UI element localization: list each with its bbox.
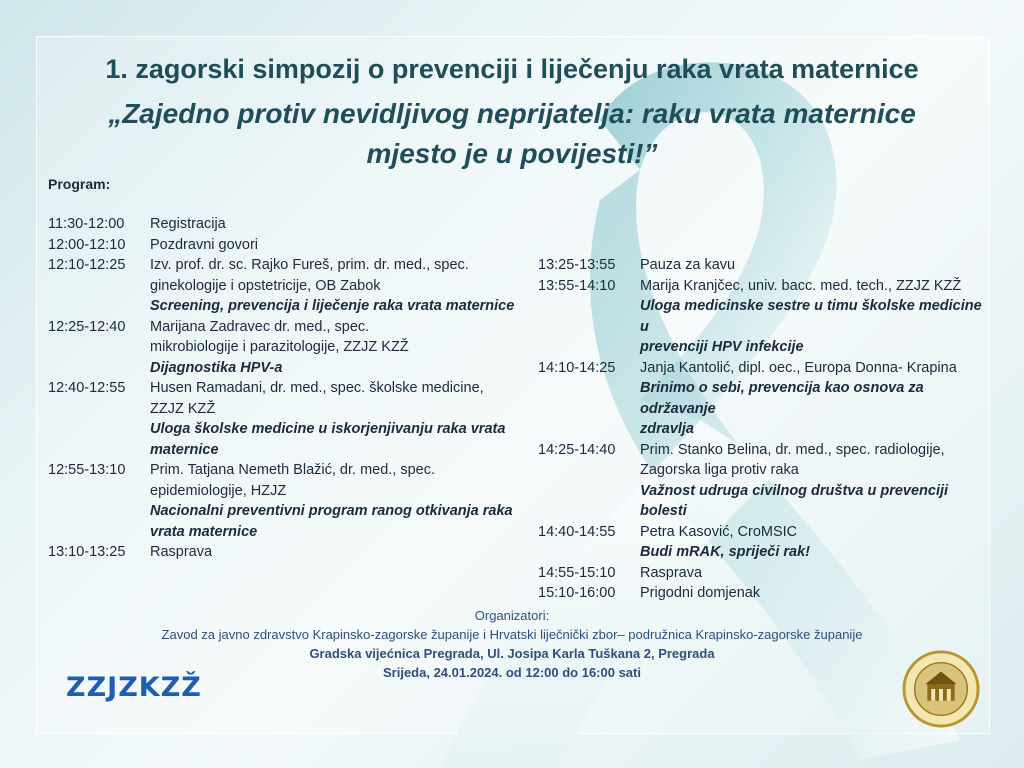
schedule-entry [48, 317, 538, 379]
schedule-text: Marija Kranjčec, univ. bacc. med. tech., ZZJZ KZŽ [640, 277, 962, 294]
schedule-time [538, 481, 640, 522]
talk-title: maternice [150, 441, 219, 458]
organizers-label: Organizatori: [474, 608, 550, 623]
schedule-entry [538, 358, 988, 440]
schedule-time [48, 522, 150, 543]
schedule-text: Marijana Zadravec dr. med., spec. [150, 318, 370, 335]
schedule-time [48, 276, 150, 297]
talk-title: zdravlja [640, 421, 694, 437]
schedule-text: Rasprava [150, 544, 213, 560]
talk-title: Uloga medicinske sestre u timu školske medicine u [640, 298, 982, 335]
schedule-time: 14:10-14:25 [538, 359, 616, 376]
schedule-time [538, 419, 640, 440]
schedule-text: Pozdravni govori [150, 236, 258, 253]
schedule-time: 13:10-13:25 [48, 544, 126, 560]
talk-title: Screening, prevencija i liječenje raka vrata maternice [150, 298, 515, 314]
schedule-text: Janja Kantolić, dipl. oec., Europa Donna- Krapina [640, 359, 957, 376]
schedule-entry [538, 583, 988, 604]
talk-title: Važnost udruga civilnog društva u prevenciji bolesti [640, 482, 949, 519]
schedule-text: mikrobiologije i parazitologije, ZZJZ KZŽ [150, 339, 409, 355]
schedule-entry [48, 542, 538, 563]
schedule-time [48, 501, 150, 522]
talk-title: Uloga školske medicine u iskorjenjivanju raka vrata [150, 421, 506, 437]
schedule-time [48, 419, 150, 440]
schedule-time: 13:25-13:55 [538, 257, 616, 273]
schedule-time [48, 358, 150, 379]
schedule-time [538, 296, 640, 337]
schedule-entry [538, 255, 988, 276]
schedule-entry [48, 460, 538, 542]
date-text: Srijeda, 24.01.2024. od 12:00 do 16:00 sati [383, 665, 641, 680]
schedule-time [538, 378, 640, 419]
schedule-time [48, 337, 150, 358]
schedule-text: Prigodni domjenak [640, 585, 761, 601]
schedule-time: 14:55-15:10 [538, 564, 616, 581]
schedule-time [538, 460, 640, 481]
schedule-entry [48, 235, 538, 256]
schedule-time: 13:55-14:10 [538, 277, 616, 294]
left-schedule [48, 214, 538, 563]
schedule-text: Pauza za kavu [640, 257, 736, 273]
schedule-entry [48, 255, 538, 317]
talk-title: Budi mRAK, spriječi rak! [640, 544, 811, 560]
schedule-text: epidemiologije, HZJZ [150, 482, 287, 499]
schedule-text: Husen Ramadani, dr. med., spec. školske medicine, [150, 380, 484, 396]
schedule-text: Prim. Stanko Belina, dr. med., spec. radiologije, [640, 441, 945, 458]
schedule-time [538, 542, 640, 563]
venue-text: Gradska vijećnica Pregrada, Ul. Josipa Karla Tuškana 2, Pregrada [309, 646, 715, 661]
schedule-entry [538, 522, 988, 563]
zzjz-logo: ZZJZKZŽ [66, 672, 202, 703]
schedule-text: Petra Kasović, CroMSIC [640, 523, 798, 540]
subtitle-line: „Zajedno protiv nevidljivog neprijatelja: raku vrata maternice [108, 98, 916, 129]
schedule-time: 14:25-14:40 [538, 441, 616, 458]
schedule-time: 12:55-13:10 [48, 462, 126, 478]
schedule-time [48, 440, 150, 461]
right-schedule [538, 255, 988, 604]
schedule-time: 12:40-12:55 [48, 380, 126, 396]
schedule-text: ZZJZ KZŽ [150, 400, 216, 417]
talk-title: Nacionalni preventivni program ranog otkivanja raka [150, 503, 513, 519]
schedule-entry [538, 563, 988, 584]
schedule-time: 12:10-12:25 [48, 257, 126, 273]
talk-title: Brinimo o sebi, prevencija kao osnova za održavanje [640, 380, 924, 417]
schedule-text: Prim. Tatjana Nemeth Blažić, dr. med., spec. [150, 462, 436, 478]
organizers-text: Zavod za javno zdravstvo Krapinsko-zagorske županije i Hrvatski liječnički zbor– podružnica Krapinsko-zagorske županije [161, 627, 863, 642]
talk-title: prevenciji HPV infekcije [640, 339, 804, 355]
talk-title: vrata maternice [150, 523, 258, 540]
schedule-time: 15:10-16:00 [538, 585, 616, 601]
subtitle-line: mjesto je u povijesti!” [366, 138, 658, 169]
schedule-entry [538, 276, 988, 358]
schedule-time [48, 296, 150, 317]
page-title: 1. zagorski simpozij o prevenciji i liječenju raka vrata maternice [105, 54, 919, 84]
schedule-text: Rasprava [640, 564, 703, 581]
schedule-time: 12:00-12:10 [48, 236, 126, 253]
schedule-text: Registracija [150, 216, 226, 232]
schedule-text: Zagorska liga protiv raka [640, 462, 799, 478]
schedule-entry [48, 378, 538, 460]
schedule-time [538, 337, 640, 358]
program-label: Program: [48, 176, 111, 192]
schedule-text: ginekologije i opstetricije, OB Zabok [150, 277, 381, 294]
schedule-time [48, 399, 150, 420]
hlz-seal-logo [902, 650, 980, 728]
schedule-entry [48, 214, 538, 235]
schedule-time: 12:25-12:40 [48, 318, 126, 335]
footer [0, 606, 1024, 682]
schedule-time: 14:40-14:55 [538, 523, 616, 540]
schedule-text: Izv. prof. dr. sc. Rajko Fureš, prim. dr. med., spec. [150, 257, 469, 273]
page-subtitle [80, 94, 944, 174]
schedule-time: 11:30-12:00 [48, 216, 125, 232]
schedule-entry [538, 440, 988, 522]
talk-title: Dijagnostika HPV-a [150, 359, 283, 376]
schedule-time [48, 481, 150, 502]
